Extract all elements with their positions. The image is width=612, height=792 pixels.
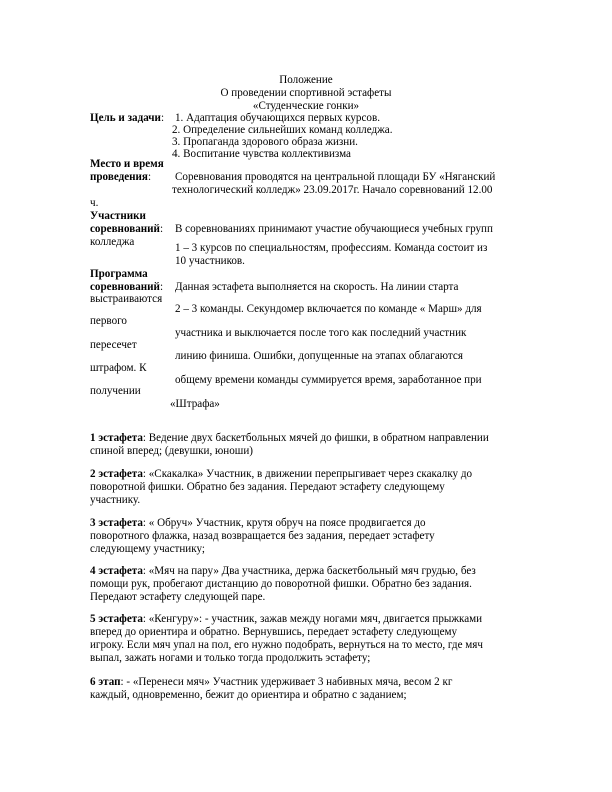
venue-label: Место и время [90,158,164,170]
participants-text: В соревнованиях принимают участие обучающиеся учебных групп [175,223,493,235]
stage-text: игроку. Если мяч упал на пол, его нужно подобрать, вернуться на то место, где мяч [90,639,483,651]
stage-text: : «Кенгуру»: - участник, зажав между ногами мяч, двигается прыжками [142,613,483,625]
stage-text: вперед до ориентира и обратно. Вернувшись, передает эстафету следующему [90,626,458,638]
document-subtitle: О проведении спортивной эстафеты [220,87,392,99]
stage-label: 6 этап [90,676,121,688]
stage-line [90,432,530,445]
goal-item: 1. Адаптация обучающихся первых курсов. [175,112,380,124]
stage-block [90,565,530,604]
program-text: выстраиваются [90,293,163,305]
stage-text: : « Обруч» Участник, крутя обруч на поясе продвигается до [142,517,426,529]
stage-line [90,517,530,530]
stage-line [90,468,530,481]
goal-item: 4. Воспитание чувства коллективизма [172,148,351,160]
stage-label: 5 эстафета [90,613,143,625]
stage-text: выпал, зажать ногами и только тогда продолжить эстафету; [90,652,371,664]
program-text: 2 – 3 команды. Секундомер включается по команде « Марш» для [175,303,482,315]
stage-text: спиной вперед; (девушки, юноши) [90,445,253,457]
stage-text: : «Мяч на пару» Два участника, держа баскетбольный мяч грудью, без [142,565,476,577]
stage-text: : - «Перенеси мяч» Участник удерживает 3 набивных мяча, весом 2 кг [120,676,453,688]
stage-text: участнику. [90,494,141,506]
venue-label: проведения: [90,171,152,183]
stage-text: Передают эстафету следующей паре. [90,591,266,603]
stage-block [90,676,530,702]
program-text: пересечет [90,339,137,351]
program-text: первого [90,315,127,327]
stage-block [90,517,530,556]
venue-text: ч. [90,197,99,209]
program-text: штрафом. К [90,362,147,374]
program-label: соревнований: [90,281,164,293]
stage-text: помощи рук, пробегают дистанцию до поворотной фишки. Обратно без задания. [90,578,472,590]
stage-label: 4 эстафета [90,565,143,577]
stage-line [90,613,530,626]
program-label: Программа [90,268,148,280]
program-text: Данная эстафета выполняется на скорость. На линии старта [175,281,459,293]
stage-label: 3 эстафета [90,517,143,529]
program-text: «Штрафа» [170,398,220,410]
program-text: линию финиша. Ошибки, допущенные на этапах облагаются [175,350,463,362]
participants-label: соревнований: [90,223,164,235]
stage-text: : Ведение двух баскетбольных мячей до фишки, в обратном направлении [142,432,489,444]
participants-text: 10 участников. [175,255,245,267]
document-title: Положение [279,74,333,86]
participants-label: Участники [90,210,146,222]
relay-name: «Студенческие гонки» [252,100,360,112]
stage-text: каждый, одновременно, бежит до ориентира и обратно с заданием; [90,689,407,701]
program-text: получении [90,385,141,397]
participants-text: колледжа [90,236,135,248]
stage-block [90,432,530,458]
goal-item: 2. Определение сильнейших команд колледжа. [172,124,393,136]
program-text: участника и выключается после того как последний участник [175,327,467,339]
stage-line [90,565,530,578]
participants-text: 1 – 3 курсов по специальностям, профессиям. Команда состоит из [175,242,488,254]
stage-text: следующему участнику; [90,543,205,555]
stage-text: поворотной фишки. Обратно без задания. Передают эстафету следующему [90,481,445,493]
venue-text: Соревнования проводятся на центральной площади БУ «Няганский [175,171,496,183]
stage-text: : «Скакалка» Участник, в движении перепрыгивает через скакалку до [142,468,473,480]
stage-block [90,468,530,507]
stage-label: 2 эстафета [90,468,143,480]
goals-label: Цель и задачи: [90,112,165,124]
venue-text: технологический колледж» 23.09.2017г. Начало соревнований 12.00 [172,184,493,196]
stage-block [90,613,530,665]
stage-text: поворотного флажка, назад возвращается без задания, передает эстафету [90,530,435,542]
stage-line [90,676,530,689]
program-text: общему времени команды суммируется время, заработанное при [175,374,482,386]
stage-label: 1 эстафета [90,432,143,444]
goal-item: 3. Пропаганда здорового образа жизни. [172,136,358,148]
